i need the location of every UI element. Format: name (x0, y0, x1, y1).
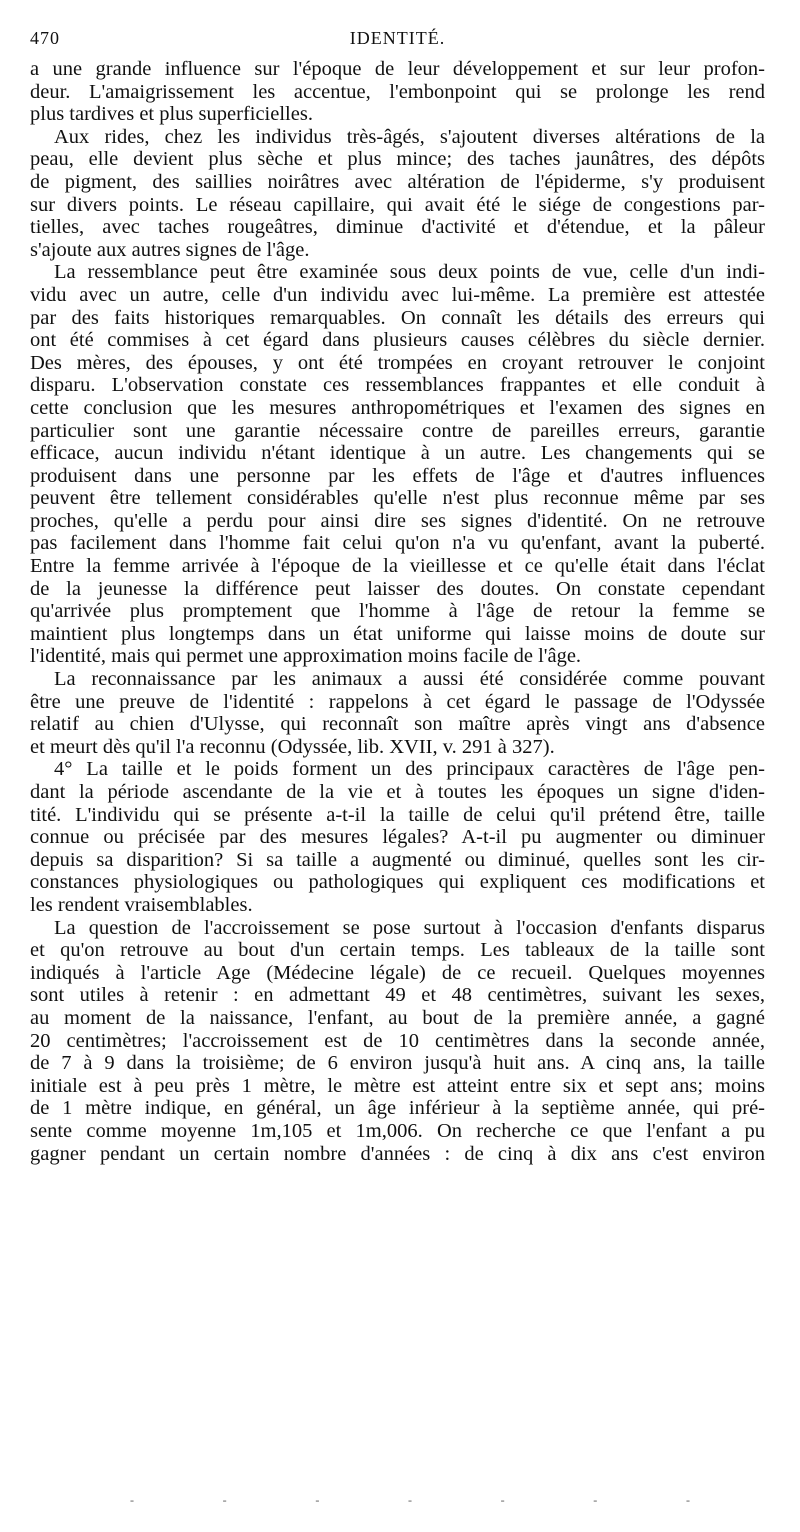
text-line: et qu'on retrouve au bout d'un certain temps. Les tableaux de la taille sont (30, 939, 765, 962)
text-line: constances physiologiques ou pathologiques qui expliquent ces modifications et (30, 871, 765, 894)
text-line: de la jeunesse la différence peut laisser des doutes. On constate cependant (30, 577, 765, 600)
footer-decoration: - - - - - - - (130, 1493, 690, 1507)
text-line: La question de l'accroissement se pose surtout à l'occasion d'enfants disparus (54, 916, 765, 939)
text-line: être une preuve de l'identité : rappelons à cet égard le passage de l'Odyssée (30, 690, 765, 713)
text-line: sur divers points. Le réseau capillaire, qui avait été le siége de congestions par- (30, 193, 765, 216)
text-line: Des mères, des épouses, y ont été trompées en croyant retrouver le conjoint (30, 351, 765, 374)
text-line: efficace, aucun individu n'étant identique à un autre. Les changements qui se (30, 442, 765, 465)
text-line: initiale est à peu près 1 mètre, le mètre est atteint entre six et sept ans; moins (30, 1074, 765, 1097)
text-line: l'identité, mais qui permet une approximation moins facile de l'âge. (30, 645, 582, 668)
paragraph (30, 261, 765, 668)
text-line: de pigment, des saillies noirâtres avec altération de l'épiderme, s'y produisent (30, 170, 765, 193)
paragraph (30, 917, 765, 1166)
text-line: tielles, avec taches rougeâtres, diminue d'activité et d'étendue, et la pâleur (30, 216, 765, 239)
text-line: disparu. L'observation constate ces ressemblances frappantes et elle conduit à (30, 374, 765, 397)
text-line: depuis sa disparition? Si sa taille a augmenté ou diminué, quelles sont les cir- (30, 848, 765, 871)
document-page (30, 28, 765, 1165)
text-line: s'ajoute aux autres signes de l'âge. (30, 238, 310, 261)
paragraph (30, 668, 765, 758)
text-line: a une grande influence sur l'époque de leur développement et sur leur profon- (30, 58, 765, 80)
paragraph (30, 758, 765, 916)
text-line: plus tardives et plus superficielles. (30, 103, 313, 126)
text-line: peuvent être tellement considérables qu'elle n'est plus reconnue même par ses (30, 487, 765, 510)
text-line: gagner pendant un certain nombre d'années : de cinq à dix ans c'est environ (30, 1142, 765, 1165)
text-line: et meurt dès qu'il l'a reconnu (Odyssée, lib. XVII, v. 291 à 327). (30, 735, 555, 758)
text-line: sont utiles à retenir : en admettant 49 et 48 centimètres, suivant les sexes, (30, 984, 765, 1007)
body-text (30, 58, 765, 1165)
text-line: qu'arrivée plus promptement que l'homme à l'âge de retour la femme se (30, 600, 765, 623)
text-line: vidu avec un autre, celle d'un individu avec lui-même. La première est attestée (30, 283, 765, 306)
text-line: de 1 mètre indique, en général, un âge inférieur à la septième année, qui pré- (30, 1097, 765, 1120)
text-line: dant la période ascendante de la vie et à toutes les époques un signe d'iden- (30, 781, 765, 803)
text-line: produisent dans une personne par les effets de l'âge et d'autres influences (30, 464, 765, 487)
text-line: Entre la femme arrivée à l'époque de la vieillesse et ce qu'elle était dans l'éclat (30, 555, 765, 578)
text-line: cette conclusion que les mesures anthropométriques et l'examen des signes en (30, 396, 765, 419)
text-line: tité. L'individu qui se présente a-t-il la taille de celui qu'il prétend être, taille (30, 803, 765, 826)
running-header (30, 28, 765, 58)
text-line: pas facilement dans l'homme fait celui qu'on n'a vu qu'enfant, avant la puberté. (30, 532, 765, 555)
text-line: connue ou précisée par des mesures légales? A-t-il pu augmenter ou diminuer (30, 826, 765, 849)
text-line: proches, qu'elle a perdu pour ainsi dire ses signes d'identité. On ne retrouve (30, 509, 765, 532)
text-line: au moment de la naissance, l'enfant, au bout de la première année, a gagné (30, 1006, 765, 1029)
text-line: 20 centimètres; l'accroissement est de 10 centimètres dans la seconde année, (30, 1029, 765, 1052)
text-line: Aux rides, chez les individus très-âgés, s'ajoutent diverses altérations de la (54, 125, 765, 148)
text-line: La ressemblance peut être examinée sous deux points de vue, celle d'un indi- (54, 261, 765, 284)
paragraph (30, 126, 765, 262)
text-line: les rendent vraisemblables. (30, 893, 253, 916)
text-line: maintient plus longtemps dans un état uniforme qui laisse moins de doute sur (30, 622, 765, 645)
text-line: sente comme moyenne 1m,105 et 1m,006. On recherche ce que l'enfant a pu (30, 1119, 765, 1142)
text-line: La reconnaissance par les animaux a aussi été considérée comme pouvant (54, 668, 765, 691)
text-line: 4° La taille et le poids forment un des principaux caractères de l'âge pen- (54, 758, 765, 781)
text-line: de 7 à 9 dans la troisième; de 6 environ jusqu'à huit ans. A cinq ans, la taille (30, 1052, 765, 1075)
page-number: 470 (30, 28, 60, 48)
text-line: indiqués à l'article Age (Médecine légale) de ce recueil. Quelques moyennes (30, 961, 765, 984)
running-title: IDENTITÉ. (349, 28, 446, 48)
text-line: peau, elle devient plus sèche et plus mince; des taches jaunâtres, des dépôts (30, 148, 765, 171)
paragraph (30, 58, 765, 126)
text-line: ont été commises à cet égard dans plusieurs causes célèbres du siècle dernier. (30, 329, 765, 352)
text-line: deur. L'amaigrissement les accentue, l'embonpoint qui se prolonge les rend (30, 80, 765, 103)
text-line: particulier sont une garantie nécessaire contre de pareilles erreurs, garantie (30, 419, 765, 442)
text-line: relatif au chien d'Ulysse, qui reconnaît son maître après vingt ans d'absence (30, 713, 765, 736)
text-line: par des faits historiques remarquables. On connaît les détails des erreurs qui (30, 306, 765, 329)
